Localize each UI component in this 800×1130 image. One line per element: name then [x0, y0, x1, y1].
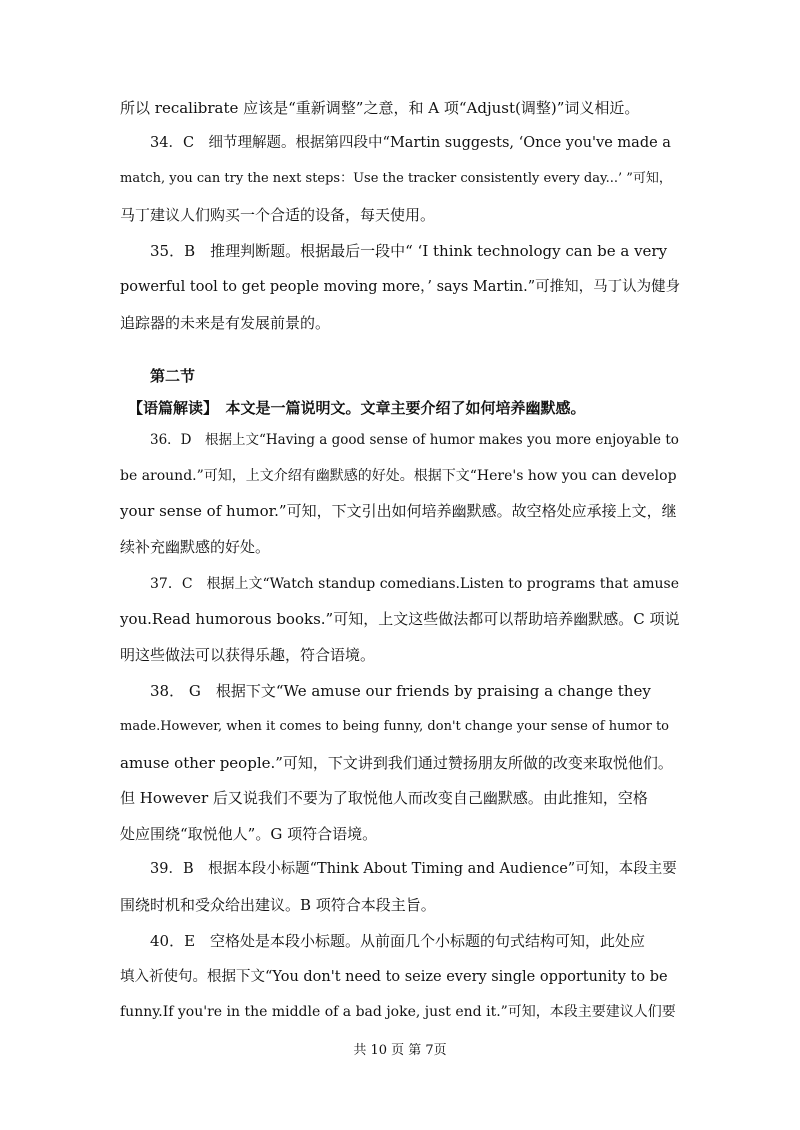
text-line: powerful tool to get people moving more，’ says Martin.”可推知，马丁认为健身	[120, 279, 681, 295]
text-line: 填入祈使句。根据下文“You don't need to seize every single opportunity to be	[120, 969, 668, 985]
text-line: match, you can try the next steps：Use the tracker consistently every day...’ ”可知，	[120, 171, 672, 186]
answer-34-line: 34．C 细节理解题。根据第四段中“Martin suggests, ‘Once you've made a	[150, 135, 671, 151]
text-line: 但 However 后又说我们不要为了取悦他人而改变自己幽默感。由此推知，空格	[120, 789, 648, 807]
text-line: 马丁建议人们购买一个合适的设备，每天使用。	[120, 206, 436, 224]
text-line: be around.”可知，上文介绍有幽默感的好处。根据下文“Here's how you can develop	[120, 468, 677, 484]
answer-37-line: 37．C 根据上文“Watch standup comedians.Listen to programs that amuse	[150, 576, 679, 592]
section-heading: 第二节	[150, 367, 196, 385]
text-line: 追踪器的未来是有发展前景的。	[120, 314, 331, 332]
text-line: 明这些做法可以获得乐趣，符合语境。	[120, 646, 376, 664]
text-line: funny.If you're in the middle of a bad joke, just end it.”可知，本段主要建议人们要	[120, 1004, 676, 1020]
passage-interpretation: 【语篇解读】 本文是一篇说明文。文章主要介绍了如何培养幽默感。	[128, 399, 586, 417]
answer-40-line: 40．E 空格处是本段小标题。从前面几个小标题的句式结构可知，此处应	[150, 932, 646, 950]
text-line: 所以 recalibrate 应该是“重新调整”之意，和 A 项“Adjust(调整)”词义相近。	[120, 99, 640, 117]
answer-36-line: 36．D 根据上文“Having a good sense of humor makes you more enjoyable to	[150, 432, 679, 448]
text-line: 续补充幽默感的好处。	[120, 538, 271, 556]
answer-35-line: 35．B 推理判断题。根据最后一段中“ ‘I think technology can be a very	[150, 242, 668, 260]
text-line: amuse other people.”可知，下文讲到我们通过赞扬朋友所做的改变来取悦他们。	[120, 754, 673, 772]
page-footer: 共 10 页 第 7页	[353, 1043, 447, 1058]
answer-39-line: 39．B 根据本段小标题“Think About Timing and Audience”可知，本段主要	[150, 861, 677, 877]
text-line: 围绕时机和受众给出建议。B 项符合本段主旨。	[120, 896, 436, 914]
text-line: your sense of humor.”可知，下文引出如何培养幽默感。故空格处应承接上文，继	[120, 502, 677, 520]
answer-38-line: 38． G 根据下文“We amuse our friends by praising a change they	[150, 682, 651, 700]
text-line: 处应围绕“取悦他人”。G 项符合语境。	[120, 825, 378, 843]
text-line: you.Read humorous books.”可知，上文这些做法都可以帮助培养幽默感。C 项说	[120, 610, 680, 628]
text-line: made.However, when it comes to being funny, don't change your sense of humor to	[120, 719, 670, 734]
